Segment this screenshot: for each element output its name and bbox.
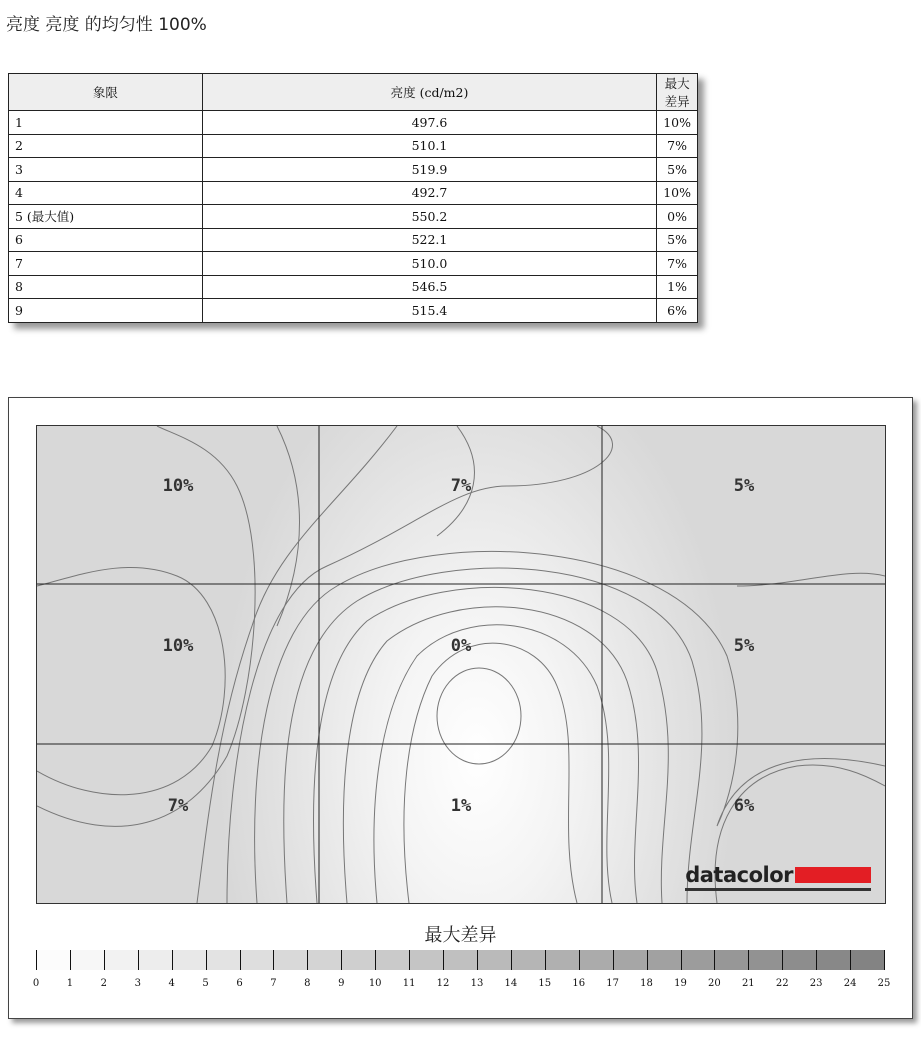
legend-tick-label: 6 [236, 978, 243, 989]
legend-tick-label: 25 [877, 978, 891, 989]
max-diff-cell: 5% [657, 158, 698, 182]
legend-tick-label: 1 [66, 978, 74, 989]
legend-color-scale [36, 950, 885, 970]
table-row [9, 299, 698, 323]
legend-segment [579, 950, 613, 970]
max-diff-cell: 10% [657, 111, 698, 135]
luminance-cell: 497.6 [202, 111, 656, 135]
legend-tick-label: 10 [368, 978, 382, 989]
legend-tick-label: 7 [270, 978, 277, 989]
header-luminance: 亮度 (cd/m2) [202, 74, 656, 111]
table-row [9, 205, 698, 229]
legend-segment [240, 950, 274, 970]
luminance-cell: 550.2 [202, 205, 656, 229]
logo-red-bar [795, 867, 871, 883]
legend-tick-label: 20 [708, 978, 721, 989]
quadrant-grid [37, 426, 885, 903]
quadrant-label: 1% [450, 796, 472, 816]
page-title: 亮度 亮度 的均匀性 100% [6, 15, 207, 35]
legend-segment [545, 950, 579, 970]
uniformity-chart-panel [8, 397, 913, 1019]
legend-tick-label: 22 [775, 978, 789, 989]
legend-segment [681, 950, 715, 970]
max-diff-cell: 1% [657, 275, 698, 299]
legend-segment [748, 950, 782, 970]
header-quadrant: 象限 [9, 74, 203, 111]
quadrant-label: 7% [167, 796, 189, 816]
legend-tick-label: 9 [338, 978, 345, 989]
logo-text: datacolor [685, 863, 793, 887]
quadrant-cell: 6 [9, 228, 203, 252]
quadrant-cell: 4 [9, 181, 203, 205]
legend-segment [443, 950, 477, 970]
legend-tick-label: 21 [741, 978, 755, 989]
table-row [9, 252, 698, 276]
legend-tick-label: 4 [168, 978, 175, 989]
header-max-diff: 最大差异 [657, 74, 698, 111]
legend-segment [138, 950, 172, 970]
luminance-cell: 492.7 [202, 181, 656, 205]
legend-segment [36, 950, 70, 970]
legend-segment [172, 950, 206, 970]
luminance-cell: 510.0 [202, 252, 656, 276]
quadrant-cell: 7 [9, 252, 203, 276]
legend-tick-label: 15 [538, 978, 552, 989]
max-diff-cell: 7% [657, 134, 698, 158]
legend-segment [816, 950, 850, 970]
luminance-cell: 519.9 [202, 158, 656, 182]
legend-tick-label: 3 [134, 978, 141, 989]
legend-segment [850, 950, 884, 970]
legend-segment [70, 950, 104, 970]
legend-segment [714, 950, 748, 970]
quadrant-cell: 9 [9, 299, 203, 323]
legend-tick-label: 11 [402, 978, 416, 989]
legend-segment [375, 950, 409, 970]
luminance-cell: 510.1 [202, 134, 656, 158]
legend-tick-label: 16 [572, 978, 586, 989]
quadrant-cell: 3 [9, 158, 203, 182]
table-row [9, 228, 698, 252]
legend-tick-label: 17 [606, 978, 619, 989]
legend-segment [206, 950, 240, 970]
luminance-table [8, 73, 698, 323]
max-diff-cell: 6% [657, 299, 698, 323]
max-diff-cell: 0% [657, 205, 698, 229]
legend-tick-label: 2 [100, 978, 108, 989]
legend-segment [409, 950, 443, 970]
legend-tick-label: 19 [674, 978, 687, 989]
uniformity-heatmap [36, 425, 886, 904]
quadrant-label: 7% [450, 476, 472, 496]
quadrant-cell: 5 (最大值) [9, 205, 203, 229]
quadrant-label: 10% [162, 636, 194, 656]
table-row [9, 275, 698, 299]
max-diff-cell: 10% [657, 181, 698, 205]
legend-tick-label: 13 [470, 978, 484, 989]
luminance-cell: 546.5 [202, 275, 656, 299]
legend-segment [341, 950, 375, 970]
legend-segment [273, 950, 307, 970]
table-row [9, 111, 698, 135]
legend-tick-label: 8 [304, 978, 311, 989]
table-row [9, 158, 698, 182]
quadrant-cell: 2 [9, 134, 203, 158]
quadrant-label: 0% [450, 636, 472, 656]
legend-tick-label: 24 [843, 978, 857, 989]
quadrant-label: 6% [733, 796, 755, 816]
legend-segment [782, 950, 816, 970]
luminance-cell: 522.1 [202, 228, 656, 252]
legend-tick-label: 5 [202, 978, 209, 989]
legend-tick-label: 18 [640, 978, 653, 989]
legend-tick-label: 23 [809, 978, 823, 989]
table-row [9, 181, 698, 205]
legend-title: 最大差异 [424, 925, 497, 946]
quadrant-label: 5% [733, 636, 755, 656]
legend-tick-label: 12 [436, 978, 450, 989]
datacolor-logo [685, 863, 871, 891]
legend-tick-label: 14 [504, 978, 518, 989]
legend-tick-label: 0 [32, 978, 40, 989]
quadrant-cell: 8 [9, 275, 203, 299]
legend-segment [511, 950, 545, 970]
quadrant-label: 10% [162, 476, 194, 496]
luminance-cell: 515.4 [202, 299, 656, 323]
legend-segment [104, 950, 138, 970]
legend-segment [307, 950, 341, 970]
quadrant-label: 5% [733, 476, 755, 496]
legend-segment [613, 950, 647, 970]
table-row [9, 134, 698, 158]
max-diff-cell: 7% [657, 252, 698, 276]
legend-tick-labels [32, 978, 891, 992]
legend-segment [477, 950, 511, 970]
quadrant-cell: 1 [9, 111, 203, 135]
max-diff-cell: 5% [657, 228, 698, 252]
legend-segment [647, 950, 681, 970]
